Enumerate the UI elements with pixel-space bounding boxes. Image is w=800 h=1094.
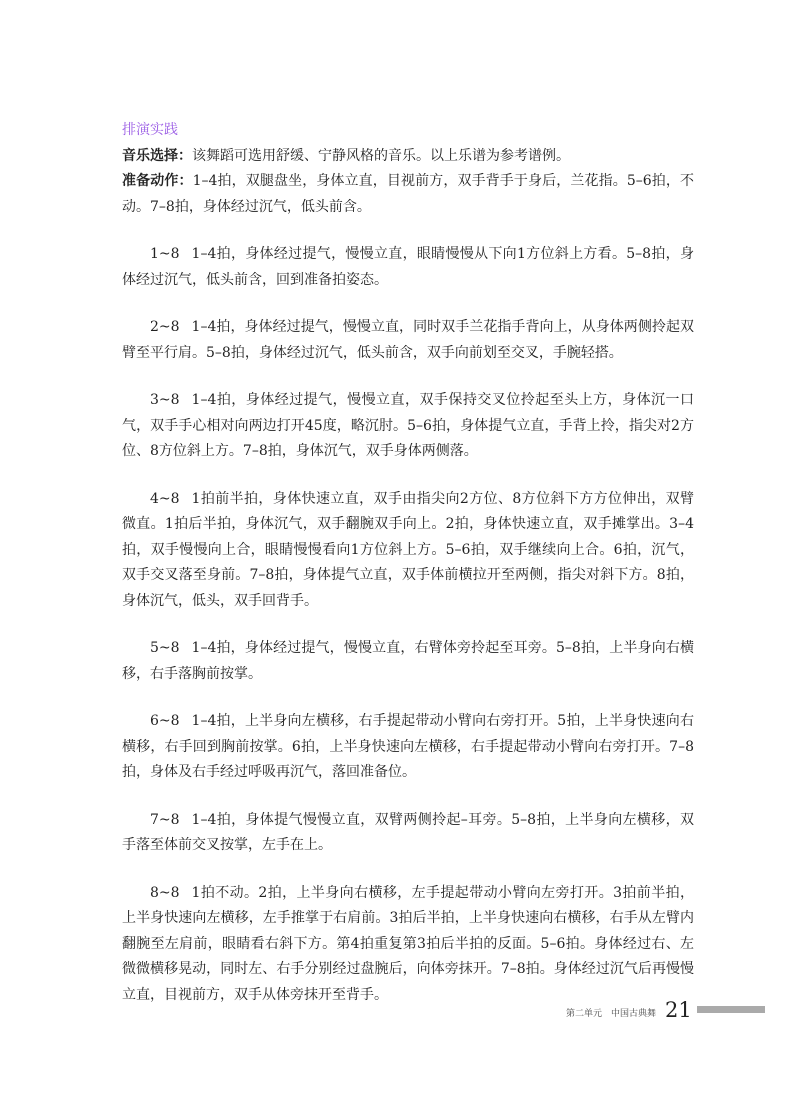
music-text: 该舞蹈可选用舒缓、宁静风格的音乐。以上乐谱为参考谱例。 — [192, 147, 570, 164]
step-number: 7~8 — [150, 811, 180, 828]
step-number: 1~8 — [150, 246, 180, 262]
step-number: 5~8 — [150, 640, 180, 656]
prep-action — [122, 169, 694, 220]
page-number: 21 — [665, 998, 692, 1022]
music-label: 音乐选择： — [122, 147, 192, 164]
step-text: 1–4拍，身体提气慢慢立直，双臂两侧拎起–耳旁。5–8拍，上半身向左横移，双手落至体前交叉按掌，左手在上。 — [122, 811, 694, 853]
step-paragraph — [122, 636, 694, 687]
step-paragraph — [122, 388, 694, 465]
steps-list — [122, 242, 694, 1008]
step-number: 2~8 — [150, 319, 180, 335]
footer-unit-title: 第二单元 中国古典舞 — [566, 1009, 657, 1019]
prep-label: 准备动作： — [122, 173, 193, 189]
music-selection — [122, 144, 694, 170]
section-heading: 排演实践 — [122, 122, 178, 138]
footer-bar — [697, 1006, 765, 1013]
page-body — [122, 118, 694, 1008]
step-text: 1–4拍，身体经过提气，慢慢立直，眼睛慢慢从下向1方位斜上方看。5–8拍，身体经过沉气，低头前含，回到准备拍姿态。 — [122, 246, 694, 288]
step-paragraph — [122, 315, 694, 366]
step-paragraph — [122, 487, 694, 615]
step-paragraph — [122, 808, 694, 859]
step-text: 1拍前半拍，身体快速立直，双手由指尖向2方位、8方位斜下方方位伸出，双臂微直。1拍后半拍，身体沉气，双手翻腕双手向上。2拍，身体快速立直，双手摊掌出。3–4拍，双手慢慢向上合，眼睛慢慢看向1方位斜上方。5–6拍，双手继续向上合。6拍，沉气，双手交叉落至身前。7–8拍，身体提气立直，双手体前横拉开至两侧，指尖对斜下方。8拍，身体沉气，低头，双手回背手。 — [122, 490, 694, 609]
step-text: 1–4拍，上半身向左横移，右手提起带动小臂向右旁打开。5拍，上半身快速向右横移，右手回到胸前按掌。6拍，上半身快速向左横移，右手提起带动小臂向右旁打开。7–8拍，身体及右手经过呼吸再沉气，落回准备位。 — [122, 713, 694, 780]
step-paragraph — [122, 709, 694, 786]
step-number: 6~8 — [150, 713, 180, 729]
step-text: 1拍不动。2拍，上半身向右横移，左手提起带动小臂向左旁打开。3拍前半拍，上半身快速向左横移，左手推掌于右肩前。3拍后半拍，上半身快速向右横移，右手从左臂内翻腕至左肩前，眼睛看右斜下方。第4拍重复第3拍后半拍的反面。5–6拍。身体经过右、左微微横移晃动，同时左、右手分别经过盘腕后，向体旁抹开。7–8拍。身体经过沉气后再慢慢立直，目视前方，双手从体旁抹开至背手。 — [122, 884, 694, 1003]
step-paragraph — [122, 881, 694, 1009]
step-text: 1–4拍，身体经过提气，慢慢立直，双手保持交叉位拎起至头上方，身体沉一口气，双手手心相对向两边打开45度，略沉肘。5–6拍，身体提气立直，手背上拎，指尖对2方位、8方位斜上方。7–8拍，身体沉气，双手身体两侧落。 — [122, 392, 694, 459]
step-text: 1–4拍，身体经过提气，慢慢立直，同时双手兰花指手背向上，从身体两侧拎起双臂至平行肩。5–8拍，身体经过沉气，低头前含，双手向前划至交叉，手腕轻搭。 — [122, 319, 694, 361]
step-number: 8~8 — [150, 884, 180, 901]
step-number: 3~8 — [150, 392, 180, 408]
step-paragraph — [122, 242, 694, 293]
step-text: 1–4拍，身体经过提气，慢慢立直，右臂体旁拎起至耳旁。5–8拍，上半身向右横移，右手落胸前按掌。 — [122, 640, 694, 682]
prep-text: 1–4拍，双腿盘坐，身体立直，目视前方，双手背手于身后，兰花指。5–6拍，不动。7–8拍，身体经过沉气，低头前含。 — [122, 173, 694, 215]
step-number: 4~8 — [150, 490, 180, 507]
page-footer — [0, 998, 800, 1028]
